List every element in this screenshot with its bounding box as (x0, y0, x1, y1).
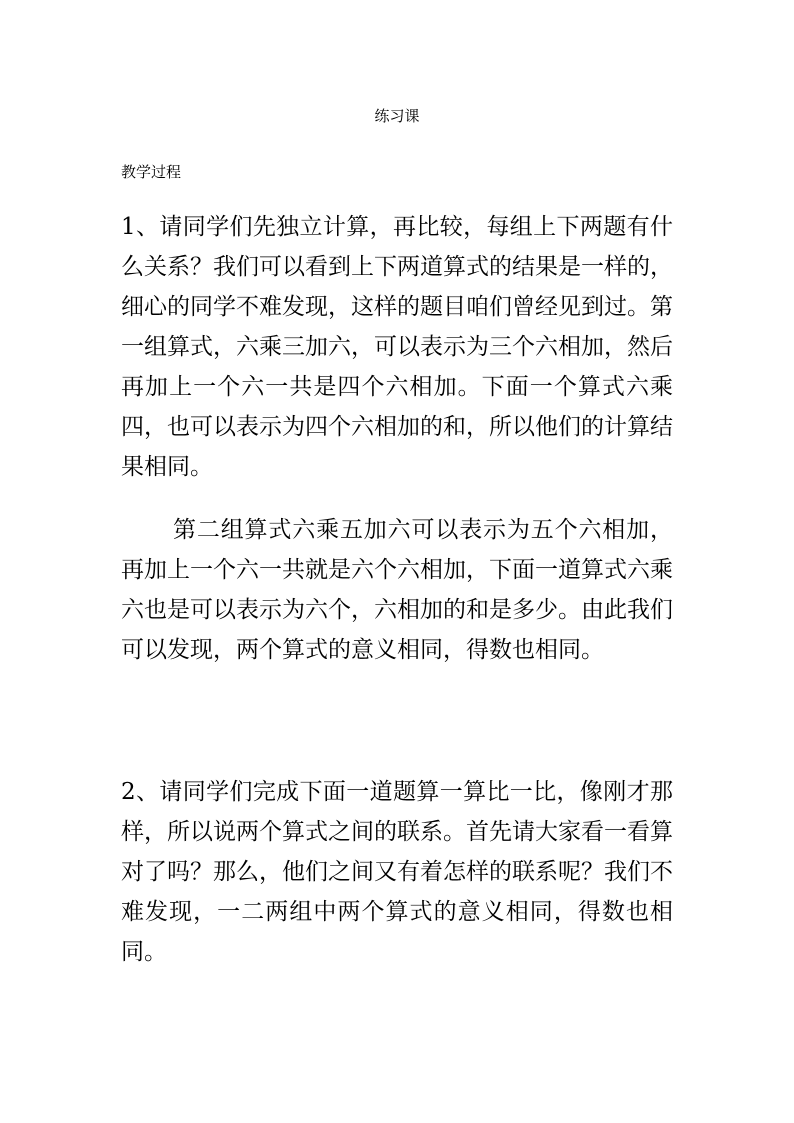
section-heading: 教学过程 (121, 163, 182, 181)
paragraph-3: 2、请同学们完成下面一道题算一算比一比，像刚才那样，所以说两个算式之间的联系。首先请大家看一看算对了吗？那么，他们之间又有着怎样的联系呢？我们不难发现，一二两组中两个算式的意义相同，得数也相同。 (121, 779, 673, 965)
paragraph-2: 第二组算式六乘五加六可以表示为五个六相加，再加上一个六一共就是六个六相加，下面一道算式六乘六也是可以表示为六个，六相加的和是多少。由此我们可以发现，两个算式的意义相同，得数也相同。 (121, 517, 673, 663)
paragraph-1: 1、请同学们先独立计算，再比较，每组上下两题有什么关系？我们可以看到上下两道算式的结果是一样的，细心的同学不难发现，这样的题目咱们曾经见到过。第一组算式，六乘三加六，可以表示为三个六相加，然后再加上一个六一共是四个六相加。下面一个算式六乘四，也可以表示为四个六相加的和，所以他们的计算结果相同。 (121, 214, 673, 480)
document-title: 练习课 (374, 107, 420, 125)
